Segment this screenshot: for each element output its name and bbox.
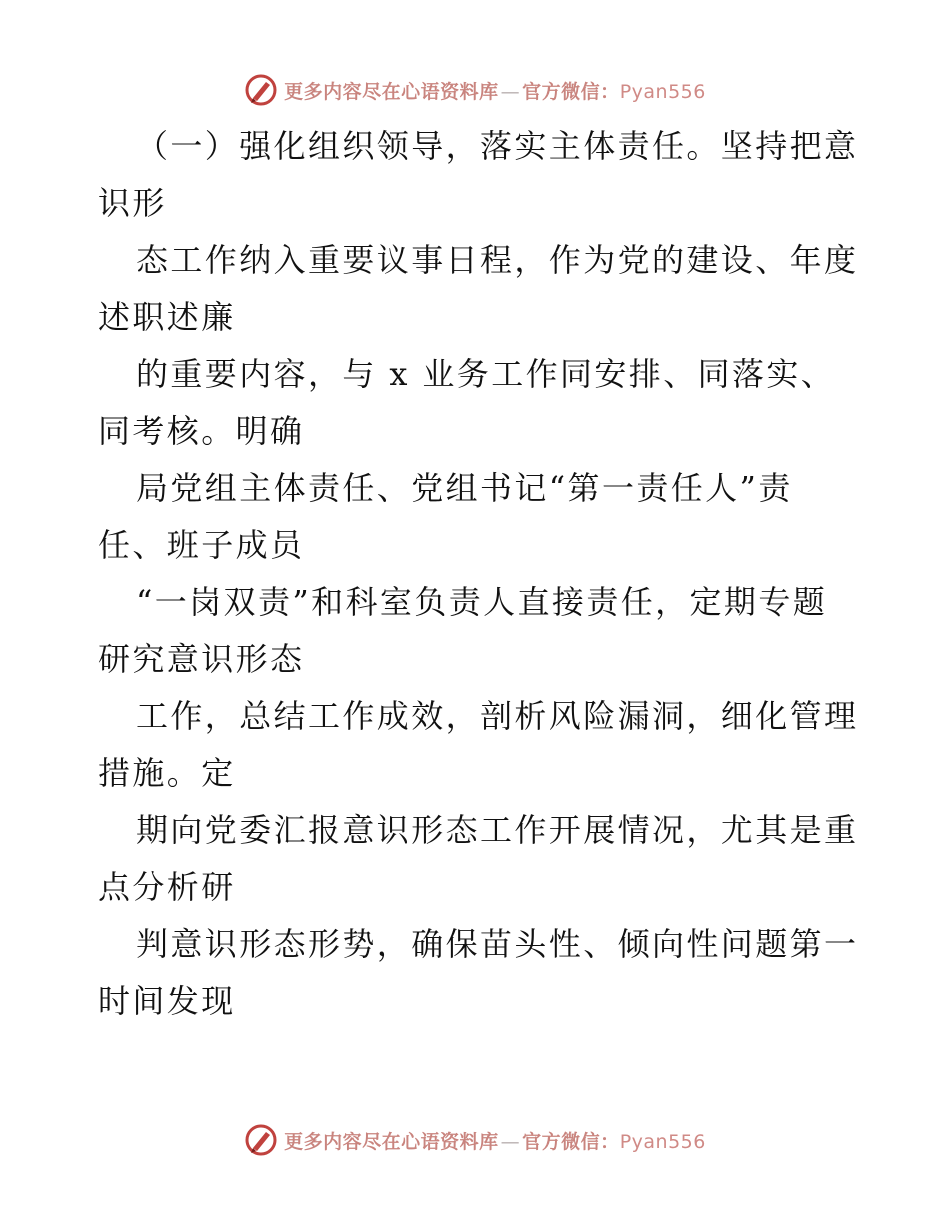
- paragraph-line-first: “一岗双责”和科室负责人直接责任，定期专题: [136, 583, 828, 621]
- paragraph: [98, 688, 858, 802]
- watermark-wechat-id: Pyan556: [619, 80, 706, 103]
- paragraph-line-rest: 任、班子成员: [98, 526, 305, 564]
- watermark-separator: —: [500, 80, 521, 103]
- paragraph-line-first: 期向党委汇报意识形态工作开展情况，尤其是重: [136, 811, 859, 849]
- watermark-wechat-id: Pyan556: [619, 1130, 706, 1153]
- paragraph-line-rest: 识形: [98, 184, 167, 222]
- paragraph: [98, 118, 858, 232]
- paragraph: [98, 574, 858, 688]
- paragraph-line-first: 判意识形态形势，确保苗头性、倾向性问题第一: [136, 925, 859, 963]
- watermark-label: 官方微信：: [522, 1130, 620, 1153]
- watermark-text: [284, 1127, 706, 1154]
- paragraph-line-first: （一）强化组织领导，落实主体责任。坚持把意: [136, 127, 859, 165]
- paragraph-line-first: 局党组主体责任、党组书记“第一责任人”责: [136, 469, 793, 507]
- pen-logo-icon: [244, 1123, 278, 1157]
- paragraph-line-rest: 点分析研: [98, 868, 236, 906]
- watermark-title: 更多内容尽在心语资料库: [284, 80, 499, 103]
- footer-watermark: [0, 1120, 950, 1160]
- paragraph-line-rest: 述职述廉: [98, 298, 236, 336]
- document-body: [98, 118, 858, 1030]
- watermark-title: 更多内容尽在心语资料库: [284, 1130, 499, 1153]
- watermark-separator: —: [500, 1130, 521, 1153]
- paragraph-line-first: 态工作纳入重要议事日程，作为党的建设、年度: [136, 241, 859, 279]
- paragraph-line-rest: 时间发现: [98, 982, 236, 1020]
- paragraph-line-rest: 措施。定: [98, 754, 236, 792]
- paragraph-line-first: 工作，总结工作成效，剖析风险漏洞，细化管理: [136, 697, 859, 735]
- watermark-label: 官方微信：: [522, 80, 620, 103]
- paragraph: [98, 802, 858, 916]
- header-watermark: [0, 70, 950, 110]
- paragraph: [98, 460, 858, 574]
- pen-logo-icon: [244, 73, 278, 107]
- paragraph-line-rest: 同考核。明确: [98, 412, 305, 450]
- paragraph: [98, 232, 858, 346]
- paragraph: [98, 916, 858, 1030]
- paragraph-line-rest: 研究意识形态: [98, 640, 305, 678]
- paragraph: [98, 346, 858, 460]
- paragraph-line-first: 的重要内容，与 x 业务工作同安排、同落实、: [136, 355, 836, 393]
- watermark-text: [284, 77, 706, 104]
